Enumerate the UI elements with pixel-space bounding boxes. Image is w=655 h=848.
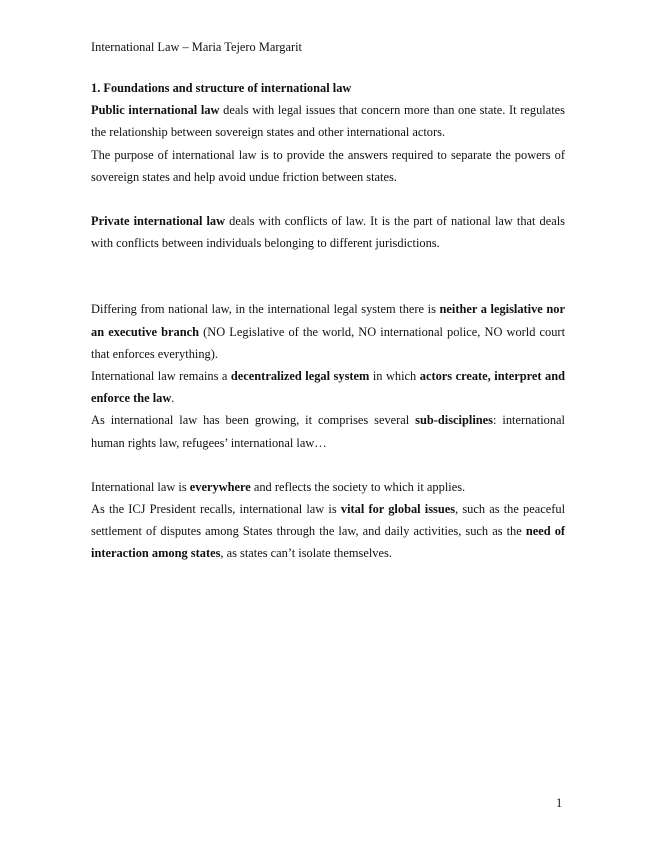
paragraph-text: The purpose of international law is to provide the answers required to separate the powers of sovereign states and help avoid undue friction between states. [91, 147, 565, 184]
paragraph-text: , such as the peaceful settlement of disputes among States through the law, and daily activities, such as the [91, 502, 566, 539]
paragraph-private-international-law [91, 210, 565, 254]
paragraph-text: , as states can’t isolate themselves. [220, 546, 392, 561]
paragraph-text: Differing from national law, in the international legal system there is [91, 302, 440, 317]
paragraph-text: : international human rights law, refugees’ international law… [91, 413, 565, 450]
term-sub-disciplines: sub-disciplines [415, 413, 493, 428]
paragraph-text: International law is [91, 479, 190, 494]
term-no-legislative-executive: neither a legislative nor an executive branch [91, 302, 565, 339]
paragraph-text: As the ICJ President recalls, international law is [91, 502, 341, 517]
term-private-international-law: Private international law [91, 214, 226, 229]
paragraph-text: deals with legal issues that concern more than one state. It regulates the relationship between sovereign states and other international actors. [91, 103, 565, 140]
paragraph-text: . [171, 391, 175, 406]
page-number: 1 [556, 796, 563, 810]
paragraph-text: and reflects the society to which it applies. [250, 479, 466, 494]
term-need-of-interaction: need of interaction among states [91, 524, 566, 561]
paragraph-text: As international law has been growing, it comprises several [91, 413, 416, 428]
document-body [91, 77, 565, 565]
paragraph-text: deals with conflicts of law. It is the part of national law that deals with conflicts between individuals belonging to different jurisdictions. [91, 214, 565, 251]
section-heading: 1. Foundations and structure of international law [91, 81, 352, 95]
term-everywhere: everywhere [189, 479, 251, 494]
paragraph-text: (NO Legislative of the world, NO international police, NO world court that enforces everything). [91, 324, 566, 361]
paragraph-public-international-law [91, 99, 565, 143]
paragraph-sub-disciplines [91, 409, 565, 453]
paragraph-icj-president [91, 498, 565, 565]
paragraph-text: in which [369, 369, 420, 384]
term-public-international-law: Public international law [91, 103, 220, 118]
paragraph-decentralized-system [91, 365, 565, 409]
term-actors-create-law: actors create, interpret and enforce the law [91, 369, 565, 406]
blank-line [91, 188, 565, 210]
paragraph-text: International law remains a [91, 369, 231, 384]
term-vital-for-global-issues: vital for global issues [340, 502, 456, 517]
blank-lines [91, 254, 565, 298]
term-decentralized-legal-system: decentralized legal system [230, 369, 370, 384]
page-header: International Law – Maria Tejero Margarit [91, 40, 302, 54]
paragraph-everywhere [91, 476, 565, 498]
paragraph-national-law-comparison [91, 298, 565, 365]
paragraph-purpose [91, 144, 565, 188]
blank-line [91, 454, 565, 476]
